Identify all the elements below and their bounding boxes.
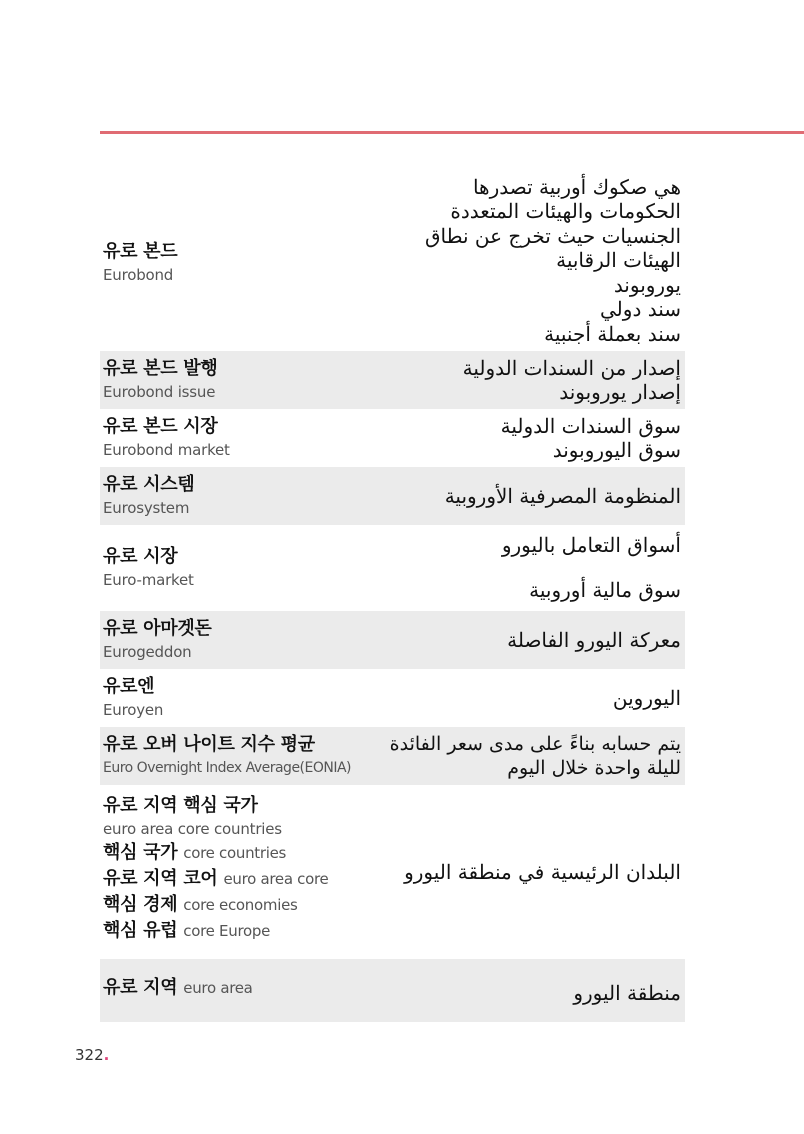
arabic-translation: أسواق التعامل باليورو سوق مالية أوروبية	[501, 533, 681, 602]
arabic-translation: منطقة اليورو	[573, 981, 681, 1005]
english-term: euro area core countries	[103, 820, 282, 838]
synonym-term: 핵심 유럽 core Europe	[103, 920, 271, 941]
entry-eurobond-issue	[100, 351, 685, 409]
english-term: Eurobond issue	[103, 383, 216, 401]
arabic-translation: اليوروين	[612, 685, 681, 710]
english-term: Eurobond	[103, 265, 174, 284]
synonym-term: 유로 지역 코어 euro area core	[103, 868, 329, 889]
arabic-translation: المنظومة المصرفية الأوروبية	[444, 483, 681, 508]
synonym-term: 핵심 경제 core economies	[103, 894, 298, 915]
entry-euroyen	[100, 669, 685, 727]
page-number: 322.	[75, 1046, 110, 1064]
english-term: Euro-market	[103, 571, 194, 589]
arabic-translation: هي صكوك أوربية تصدرها الحكومات والهيئات المتعددة الجنسيات حيث تخرج عن نطاق الهيئات الرقابية يوروبوند سند دولي سند بعملة أجنبية	[424, 174, 681, 346]
korean-term: 유로 본드 발행	[103, 358, 218, 379]
synonym-term: 핵심 국가 core countries	[103, 842, 287, 863]
english-term: Eurogeddon	[103, 643, 192, 661]
korean-term: 유로 지역 euro area	[103, 977, 253, 998]
english-term: Euroyen	[103, 701, 164, 719]
page-number-mark: .	[103, 1046, 110, 1064]
korean-term: 유로 본드 시장	[103, 416, 218, 437]
entry-euro-market	[100, 525, 685, 611]
glossary-table	[100, 170, 685, 1022]
entry-eonia	[100, 727, 685, 785]
korean-term: 유로 지역 핵심 국가	[103, 795, 258, 816]
arabic-translation: البلدان الرئيسية في منطقة اليورو	[404, 859, 681, 884]
arabic-translation: إصدار من السندات الدولية إصدار يوروبوند	[462, 355, 681, 404]
english-term: Eurobond market	[103, 441, 230, 459]
korean-term: 유로 시스템	[103, 474, 195, 495]
entry-eurogeddon	[100, 611, 685, 669]
english-term: Euro Overnight Index Average(EONIA)	[103, 760, 352, 776]
header-rule	[100, 131, 804, 134]
korean-term: 유로 시장	[103, 546, 178, 567]
entry-eurobond	[100, 170, 685, 351]
korean-term: 유로 오버 나이트 지수 평균	[103, 734, 315, 755]
entry-eurobond-market	[100, 409, 685, 467]
entry-eurosystem	[100, 467, 685, 525]
arabic-translation: سوق السندات الدولية سوق اليوروبوند	[500, 413, 681, 462]
arabic-translation: يتم حسابه بناءً على مدى سعر الفائدة لليلة واحدة خلال اليوم	[389, 732, 681, 779]
korean-term: 유로엔	[103, 676, 155, 697]
english-term: Eurosystem	[103, 499, 190, 517]
arabic-translation: معركة اليورو الفاصلة	[507, 627, 681, 652]
korean-term: 유로 본드	[103, 240, 178, 262]
entry-euro-area-core-countries	[100, 785, 685, 959]
korean-term: 유로 아마겟돈	[103, 618, 212, 639]
entry-euro-area	[100, 959, 685, 1022]
